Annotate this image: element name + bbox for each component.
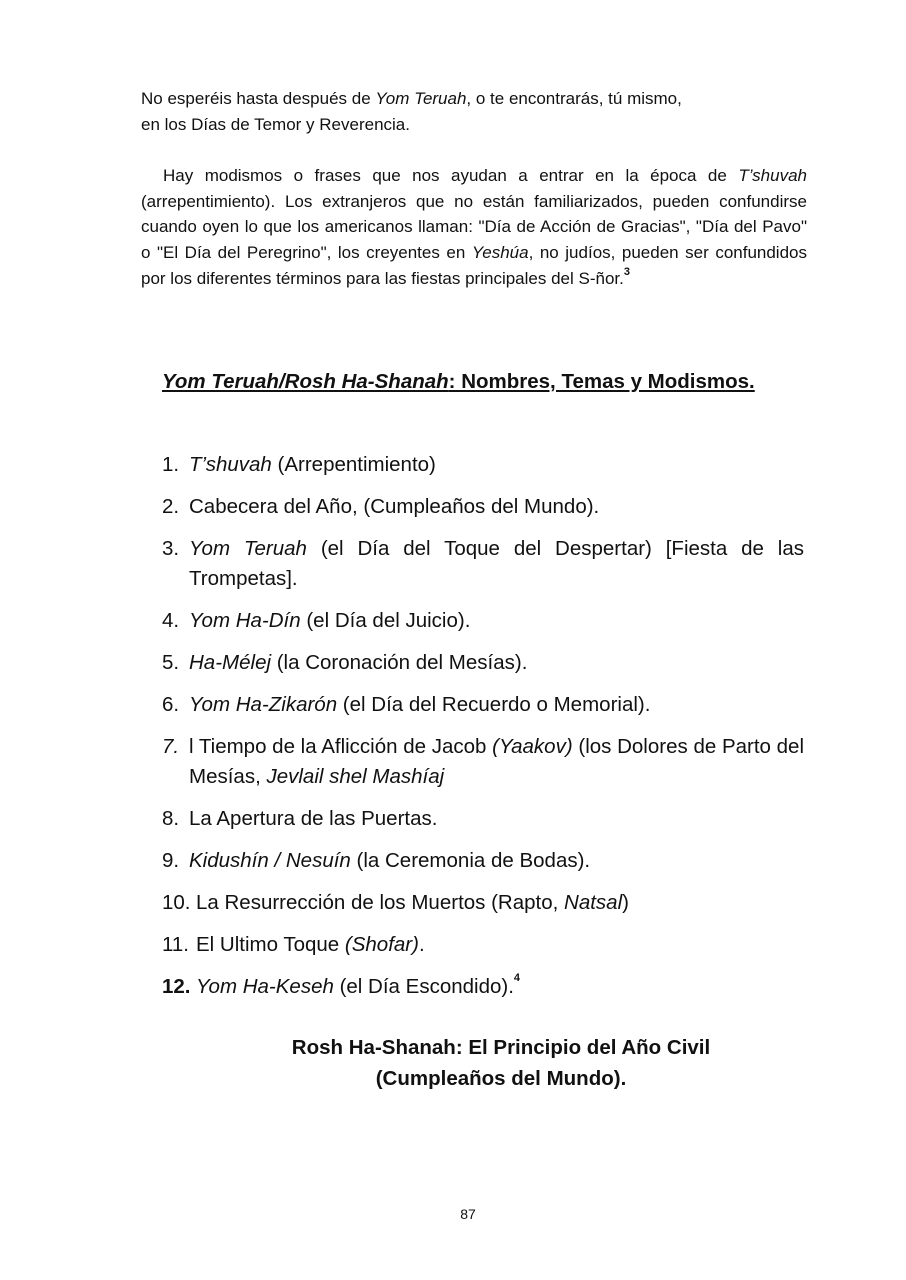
- names-list: [162, 450, 804, 1002]
- list-item: 1. T’shuvah (Arrepentimiento): [162, 453, 436, 476]
- footnote-marker: 3: [623, 265, 630, 278]
- list-item: 10. La Resurrección de los Muertos (Rapto, Natsal): [162, 891, 629, 914]
- list-item: 2. Cabecera del Año, (Cumpleaños del Mundo).: [162, 495, 600, 518]
- list-item: 4. Yom Ha-Dín (el Día del Juicio).: [162, 609, 471, 632]
- chapter-subtitle: Rosh Ha-Shanah: El Principio del Año Civil (Cumpleaños del Mundo).: [291, 1036, 711, 1090]
- list-item: 5. Ha-Mélej (la Coronación del Mesías).: [162, 651, 528, 674]
- footnote-marker: 4: [513, 972, 521, 984]
- list-item: 8. La Apertura de las Puertas.: [162, 807, 438, 830]
- list-item: 11. El Ultimo Toque (Shofar).: [162, 933, 425, 956]
- list-item: 9. Kidushín / Nesuín (la Ceremonia de Bodas).: [162, 849, 591, 872]
- list-item: 3. Yom Teruah (el Día del Toque del Despertar) [Fiesta de las Trompetas].: [162, 537, 804, 590]
- list-item: 12. Yom Ha-Keseh (el Día Escondido).$^4$: [162, 972, 521, 998]
- page-number: 87: [460, 1206, 476, 1222]
- section-title: Yom Teruah/Rosh Ha-Shanah: Nombres, Temas y Modismos.: [162, 370, 755, 393]
- list-item: 7. l Tiempo de la Aflicción de Jacob (Yaakov) (los Dolores de Parto del Mesías, Jevlail shel Mashíaj: [162, 735, 804, 788]
- list-item: 6. Yom Ha-Zikarón (el Día del Recuerdo o Memorial).: [162, 693, 651, 716]
- body-paragraph: Hay modismos o frases que nos ayudan a entrar en la época de T’shuvah (arrepentimiento). Los extranjeros que no están familiarizados, pueden confundirse cuando oyen lo que los americanos llaman: "Día de Acción de Gracias", "Día del Pavo" o "El Día del Peregrino", los creyentes en Yeshúa, no judíos, pueden ser confundidos por los diferentes términos para las fiestas principales del S-ñor.$^3$: [141, 166, 807, 288]
- intro-paragraph: No esperéis hasta después de Yom Teruah, o te encontrarás, tú mismo, en los Días de Temor y Reverencia.: [141, 89, 682, 134]
